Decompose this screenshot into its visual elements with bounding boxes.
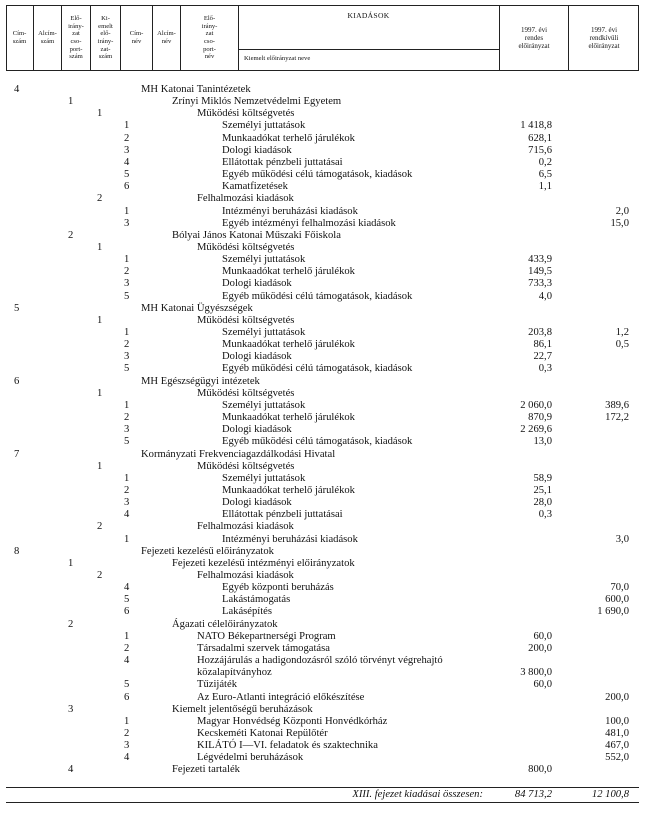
table-row (0, 133, 649, 145)
row-rendkivuli-value: 389,6 (605, 399, 629, 411)
row-code: 2 (97, 193, 103, 205)
total-top-rule (6, 787, 639, 788)
header-kiadasok: KIADÁSOK (347, 11, 390, 20)
table-row (0, 266, 649, 278)
row-rendes-value: 3 800,0 (520, 667, 552, 679)
table-row (0, 728, 649, 740)
table-row (0, 303, 649, 315)
row-code: 5 (124, 169, 130, 181)
table-row (0, 534, 649, 546)
table-row (0, 679, 649, 691)
row-rendkivuli-value: 481,0 (605, 727, 629, 739)
row-code: 8 (14, 545, 20, 557)
row-name: Kecskeméti Katonai Repülőtér (197, 727, 328, 739)
row-code: 1 (124, 630, 130, 642)
table-row (0, 363, 649, 375)
row-code: 2 (97, 521, 103, 533)
row-rendes-value: 2 060,0 (520, 399, 552, 411)
row-code: 2 (124, 727, 130, 739)
row-name: Működési költségvetés (197, 460, 295, 472)
row-code: 3 (124, 497, 130, 509)
table-row (0, 376, 649, 388)
row-name: Működési költségvetés (197, 241, 295, 253)
row-code: 4 (14, 84, 20, 95)
table-row (0, 193, 649, 205)
table-row (0, 740, 649, 752)
table-row (0, 764, 649, 776)
row-name: Ágazati célelőirányzatok (172, 618, 278, 630)
row-code: 4 (124, 655, 130, 667)
table-row (0, 546, 649, 558)
row-rendes-value: 433,9 (528, 254, 552, 266)
table-row (0, 278, 649, 290)
row-code: 3 (124, 351, 130, 363)
row-rendes-value: 58,9 (533, 472, 552, 484)
table-row (0, 582, 649, 594)
table-row (0, 643, 649, 655)
table-row (0, 242, 649, 254)
header-alcim-nev: Alcím- név (152, 5, 180, 71)
row-rendes-value: 0,3 (538, 509, 552, 521)
row-rendes-value: 800,0 (528, 764, 552, 776)
row-code: 5 (124, 594, 130, 606)
row-code: 1 (97, 241, 103, 253)
row-rendkivuli-value: 467,0 (605, 740, 629, 752)
row-name: MH Katonai Tanintézetek (141, 84, 251, 95)
row-name: Fejezeti kezelésű előirányzatok (141, 545, 274, 557)
row-name: Felhalmozási kiadások (197, 570, 294, 581)
row-name: Egyéb intézményi felhalmozási kiadások (222, 217, 396, 229)
table-row (0, 96, 649, 108)
row-rendkivuli-value: 2,0 (615, 205, 629, 217)
header-eloiranyzat-csoport-nev: Elő- irány- zat cso- port- név (180, 5, 238, 71)
table-row (0, 120, 649, 132)
row-code: 2 (68, 618, 74, 630)
row-name: Egyéb működési célú támogatások, kiadások (222, 363, 413, 375)
row-code: 6 (14, 375, 20, 387)
row-code: 2 (124, 132, 130, 144)
row-name: Tűzijáték (197, 679, 238, 691)
row-code: 6 (124, 606, 130, 618)
row-name: Munkaadókat terhelő járulékok (222, 484, 355, 496)
row-rendkivuli-value: 172,2 (605, 412, 629, 424)
row-name: Intézményi beruházási kiadások (222, 533, 358, 545)
table-row (0, 206, 649, 218)
header-kiemelt-nev: Kiemelt előirányzat neve (244, 55, 311, 62)
total-label: XIII. fejezet kiadásai összesen: (352, 789, 483, 800)
row-code: 3 (68, 703, 74, 715)
row-code: 3 (124, 424, 130, 436)
row-code: 1 (97, 314, 103, 326)
row-name: Az Euro-Atlanti integráció előkészítése (197, 691, 365, 703)
row-name: Lakástámogatás (222, 594, 291, 606)
total-row (0, 789, 649, 801)
row-name: Személyi juttatások (222, 254, 306, 266)
row-name: Dologi kiadások (222, 144, 292, 156)
table-row (0, 424, 649, 436)
table-row (0, 449, 649, 461)
row-name: Munkaadókat terhelő járulékok (222, 132, 355, 144)
row-rendes-value: 870,9 (528, 412, 552, 424)
row-name: Magyar Honvédség Központi Honvédkórház (197, 715, 388, 727)
table-row (0, 497, 649, 509)
row-name: közalapítványhoz (197, 667, 272, 679)
table-row (0, 84, 649, 96)
row-code: 5 (124, 436, 130, 448)
row-code: 1 (124, 120, 130, 132)
row-rendes-value: 715,6 (528, 144, 552, 156)
row-name: Légvédelmi beruházások (197, 752, 304, 764)
row-code: 1 (124, 327, 130, 338)
row-code: 3 (124, 144, 130, 156)
row-rendes-value: 86,1 (533, 339, 552, 351)
row-code: 4 (124, 509, 130, 521)
row-name: Egyéb működési célú támogatások, kiadások (222, 290, 413, 302)
row-code: 2 (124, 642, 130, 654)
header-cim-nev: Cím- név (120, 5, 152, 71)
row-name: Felhalmozási kiadások (197, 193, 294, 205)
row-rendes-value: 4,0 (538, 290, 552, 302)
table-row (0, 351, 649, 363)
row-code: 2 (124, 266, 130, 278)
row-code: 4 (124, 582, 130, 594)
row-code: 2 (124, 339, 130, 351)
row-name: Fejezeti kezelésű intézményi előirányzatok (172, 557, 355, 569)
row-name: NATO Békepartnerségi Program (197, 630, 336, 642)
table-row (0, 412, 649, 424)
table-row (0, 254, 649, 266)
row-name: Munkaadókat terhelő járulékok (222, 412, 355, 424)
row-code: 6 (124, 691, 130, 703)
row-code: 7 (14, 448, 20, 460)
table-row (0, 558, 649, 570)
row-rendes-value: 0,2 (538, 156, 552, 168)
row-rendes-value: 60,0 (533, 679, 552, 691)
row-rendkivuli-value: 1,2 (615, 327, 629, 338)
row-name: Dologi kiadások (222, 497, 292, 509)
row-rendkivuli-value: 70,0 (610, 582, 629, 594)
table-row (0, 485, 649, 497)
header-1997-rendes: 1997. évi rendes előirányzat (499, 5, 568, 71)
row-name: Egyéb működési célú támogatások, kiadások (222, 169, 413, 181)
total-rendkivuli: 12 100,8 (591, 789, 629, 800)
table-row (0, 339, 649, 351)
row-code: 2 (97, 570, 103, 581)
table-row (0, 655, 649, 667)
row-rendes-value: 0,3 (538, 363, 552, 375)
table-row (0, 716, 649, 728)
table-row (0, 291, 649, 303)
table-row (0, 509, 649, 521)
table-row (0, 315, 649, 327)
row-code: 1 (124, 205, 130, 217)
total-rendes: 84 713,2 (514, 789, 552, 800)
row-code: 1 (97, 108, 103, 120)
total-bottom-rule (6, 802, 639, 803)
table-row (0, 606, 649, 618)
table-row (0, 619, 649, 631)
row-code: 2 (124, 412, 130, 424)
row-rendes-value: 22,7 (533, 351, 552, 363)
row-rendkivuli-value: 0,5 (615, 339, 629, 351)
row-code: 3 (124, 278, 130, 290)
row-name: Bólyai János Katonai Műszaki Főiskola (172, 229, 341, 241)
row-name: Személyi juttatások (222, 472, 306, 484)
table-row (0, 461, 649, 473)
table-row (0, 704, 649, 716)
row-code: 5 (124, 679, 130, 691)
row-name: Személyi juttatások (222, 399, 306, 411)
row-code: 1 (124, 533, 130, 545)
table-row (0, 473, 649, 485)
header-alcim-szam: Alcím- szám (33, 5, 61, 71)
header-eloiranyzat-csoport-szam: Elő- irány- zat cso- port- szám (61, 5, 90, 71)
row-rendes-value: 733,3 (528, 278, 552, 290)
row-code: 1 (124, 472, 130, 484)
table-row (0, 692, 649, 704)
header-cim-szam: Cím- szám (12, 30, 27, 45)
table-row (0, 752, 649, 764)
row-code: 5 (14, 302, 20, 314)
row-rendkivuli-value: 100,0 (605, 715, 629, 727)
row-code: 4 (124, 752, 130, 764)
row-code: 2 (124, 484, 130, 496)
row-rendes-value: 25,1 (533, 484, 552, 496)
row-code: 3 (124, 740, 130, 752)
row-rendes-value: 28,0 (533, 497, 552, 509)
row-rendes-value: 1,1 (538, 181, 552, 193)
row-name: Kiemelt jelentőségű beruházások (172, 703, 313, 715)
table-row (0, 388, 649, 400)
row-code: 5 (124, 363, 130, 375)
row-name: Ellátottak pénzbeli juttatásai (222, 509, 343, 521)
table-row (0, 521, 649, 533)
table-row (0, 436, 649, 448)
row-name: Egyéb működési célú támogatások, kiadások (222, 436, 413, 448)
row-rendkivuli-value: 200,0 (605, 691, 629, 703)
row-rendes-value: 6,5 (538, 169, 552, 181)
row-rendes-value: 203,8 (528, 327, 552, 338)
table-row (0, 400, 649, 412)
row-rendes-value: 1 418,8 (520, 120, 552, 132)
row-name: Egyéb központi beruházás (222, 582, 334, 594)
row-rendkivuli-value: 3,0 (615, 533, 629, 545)
row-name: Dologi kiadások (222, 278, 292, 290)
header-divider (238, 49, 499, 50)
row-name: Munkaadókat terhelő járulékok (222, 266, 355, 278)
row-name: MH Katonai Ügyészségek (141, 302, 253, 314)
row-code: 6 (124, 181, 130, 193)
row-name: Működési költségvetés (197, 108, 295, 120)
header-1997-rendkivuli: 1997. évi rendkívüli előirányzat (568, 5, 639, 71)
table-row (0, 169, 649, 181)
row-code: 4 (124, 156, 130, 168)
row-code: 1 (97, 460, 103, 472)
row-rendkivuli-value: 600,0 (605, 594, 629, 606)
row-rendes-value: 13,0 (533, 436, 552, 448)
row-rendkivuli-value: 1 690,0 (597, 606, 629, 618)
row-code: 3 (124, 217, 130, 229)
row-code: 4 (68, 764, 74, 776)
table-row (0, 230, 649, 242)
row-code: 1 (68, 557, 74, 569)
table-row (0, 157, 649, 169)
row-name: Ellátottak pénzbeli juttatásai (222, 156, 343, 168)
row-name: Dologi kiadások (222, 351, 292, 363)
row-rendes-value: 2 269,6 (520, 424, 552, 436)
table-row (0, 631, 649, 643)
row-name: Kamatfizetések (222, 181, 288, 193)
table-row (0, 181, 649, 193)
row-rendes-value: 149,5 (528, 266, 552, 278)
table-row (0, 145, 649, 157)
row-name: Lakásépítés (222, 606, 273, 618)
table-row (0, 108, 649, 120)
row-name: Kormányzati Frekvenciagazdálkodási Hivatal (141, 448, 336, 460)
row-name: Zrínyi Miklós Nemzetvédelmi Egyetem (172, 96, 342, 108)
row-code: 1 (124, 399, 130, 411)
row-code: 1 (68, 96, 74, 108)
table-row (0, 327, 649, 339)
row-name: Munkaadókat terhelő járulékok (222, 339, 355, 351)
row-name: Felhalmozási kiadások (197, 521, 294, 533)
row-code: 1 (97, 387, 103, 399)
table-row (0, 594, 649, 606)
header-kiemelt-eloiranyzat-szam: Ki- emelt elő- irány- zat- szám (90, 5, 120, 71)
row-rendkivuli-value: 552,0 (605, 752, 629, 764)
row-code: 1 (124, 715, 130, 727)
table-header (6, 5, 639, 71)
row-code: 5 (124, 290, 130, 302)
row-rendes-value: 200,0 (528, 642, 552, 654)
row-name: Működési költségvetés (197, 314, 295, 326)
row-rendes-value: 60,0 (533, 630, 552, 642)
row-code: 2 (68, 229, 74, 241)
table-row (0, 570, 649, 582)
row-name: MH Egészségügyi intézetek (141, 375, 260, 387)
row-name: Hozzájárulás a hadigondozásról szóló törvényt végrehajtó (197, 655, 443, 667)
row-name: Fejezeti tartalék (172, 764, 240, 776)
row-name: Dologi kiadások (222, 424, 292, 436)
table-row (0, 667, 649, 679)
row-rendkivuli-value: 15,0 (610, 217, 629, 229)
row-name: Működési költségvetés (197, 387, 295, 399)
row-name: Társadalmi szervek támogatása (197, 642, 330, 654)
row-name: Intézményi beruházási kiadások (222, 205, 358, 217)
row-code: 1 (124, 254, 130, 266)
row-rendes-value: 628,1 (528, 132, 552, 144)
row-name: KILÁTÓ I—VI. feladatok és szaktechnika (197, 740, 378, 752)
row-name: Személyi juttatások (222, 327, 306, 338)
table-row (0, 218, 649, 230)
row-name: Személyi juttatások (222, 120, 306, 132)
